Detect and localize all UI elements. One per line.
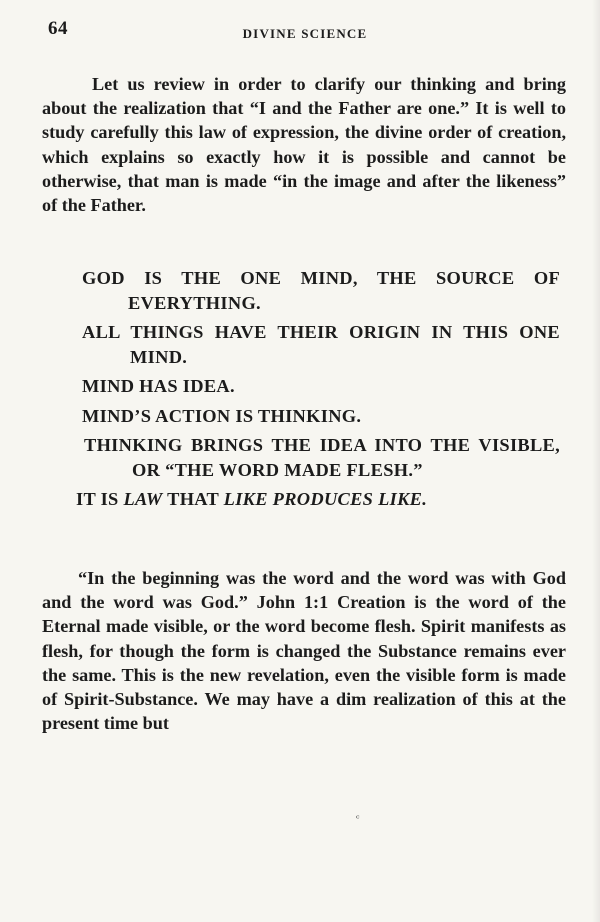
tenet-item: THINKING BRINGS THE IDEA INTO THE VISIBLE, OR “THE WORD MADE FLESH.” [84,435,560,480]
tenet-text: THAT [162,489,224,509]
page-edge-shadow [592,0,600,922]
tenet-list [76,266,560,517]
tenet-emphasis: LIKE PRODUCES LIKE. [223,489,428,509]
tenet-item: MIND’S ACTION IS THINKING. [82,405,362,426]
print-mark: ᶜ [356,814,360,825]
paragraph-1: Let us review in order to clarify our thinking and bring about the realization that “I and the Father are one.” It is well to study carefully this law of expression, the divine order of creation, which explains so exactly how it is possible and cannot be otherwise, that man is made “in the image and after the likeness” of the Father. [42,74,566,216]
tenet-item: GOD IS THE ONE MIND, THE SOURCE OF EVERYTHING. [82,268,560,313]
tenet-item [76,487,560,512]
running-head: DIVINE SCIENCE [242,26,368,41]
tenet-text: IT IS [76,489,124,509]
paragraph-2: “In the beginning was the word and the word was with God and the word was God.” John 1:1 Creation is the word of the Eternal made visible, or the word become flesh. Spirit manifests as flesh, for though the form is changed the Substance remains ever the same. This is the new revelation, even the visible form is made of Spirit-Substance. We may have a dim realization of this at the present time but [42,568,566,734]
tenet-item: ALL THINGS HAVE THEIR ORIGIN IN THIS ONE MIND. [82,322,560,367]
page-number: 64 [48,18,68,39]
tenet-item: MIND HAS IDEA. [82,376,235,396]
tenet-emphasis: LAW [123,489,163,509]
